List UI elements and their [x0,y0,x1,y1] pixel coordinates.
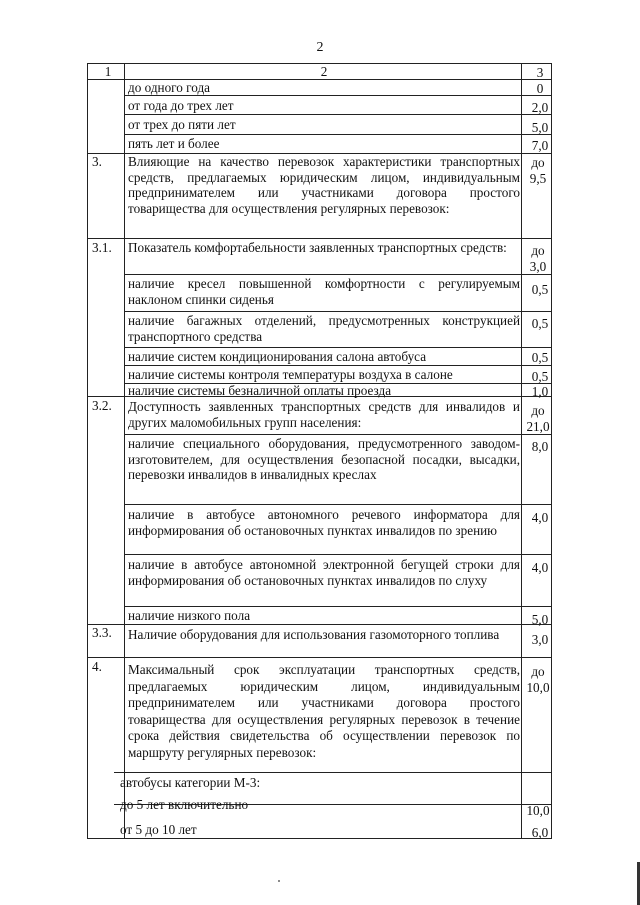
table-row-value: 7,0 [531,138,549,153]
table-row-text: наличие в автобусе автономного речевого информатора для информирования об остановочных пунктах инвалидов по зрению [128,507,520,538]
table-row-number: 3. [92,154,102,169]
table-row-text: от года до трех лет [128,98,234,113]
table-row-text: до одного года [128,80,211,95]
table-row-text: Показатель комфортабельности заявленных транспортных средств: [128,240,507,255]
table-row-value: 4,0 [531,510,549,525]
page-number: 2 [316,40,324,55]
column-divider [124,64,125,838]
table-row-text: автобусы категории М-3: [120,775,261,790]
criteria-table [87,63,552,839]
table-row-text: наличие низкого пола [128,608,251,623]
table-row-value: 0,5 [531,369,549,384]
row-divider [88,624,551,625]
table-row-value: 2,0 [531,100,549,115]
table-row-value: 5,0 [531,120,549,135]
table-row-value: до 21,0 [526,403,550,434]
row-divider [124,504,551,505]
table-row-text: Максимальный срок эксплуатации транспортных средств, предлагаемых юридическим лицом, индивидуальным предпринимателем или участниками договора простого товарищества для осуществления регулярных перевозок в течение срока действия свидетельства об осуществлении перевозок по маршруту регулярных перевозок: [128,662,520,760]
table-row-text: наличие системы контроля температуры воздуха в салоне [128,367,453,382]
table-row-value: 3,0 [531,632,549,647]
row-divider [124,365,551,366]
table-row-value: до 9,5 [529,155,547,186]
table-row-number: 4. [92,659,102,674]
table-row-value: до 10,0 [526,664,550,695]
table-row-value: 4,0 [531,560,549,575]
table-row-text: наличие систем кондиционирования салона автобуса [128,349,427,364]
table-row-text: пять лет и более [128,136,220,151]
row-divider [124,134,551,135]
table-row-text: наличие системы безналичной оплаты проезда [128,383,392,398]
table-row-value: 0,5 [531,316,549,331]
table-row-text: Доступность заявленных транспортных средств для инвалидов и других маломобильных групп населения: [128,399,520,430]
table-row-number: 3.2. [92,398,112,413]
table-row-text: наличие кресел повышенной комфортности с регулируемым наклоном спинки сиденья [128,276,520,307]
row-divider [124,434,551,435]
table-row-text: наличие в автобусе автономной электронной бегущей строки для информирования об остановочных пунктах инвалидов по слуху [128,557,520,588]
table-row-text: наличие багажных отделений, предусмотренных конструкцией транспортного средства [128,313,520,344]
table-row-value: 10,0 [526,803,550,818]
column-divider [521,64,522,838]
table-row-number: 3.3. [92,625,112,640]
table-row-value: 5,0 [531,612,549,627]
table-row-value: 0,5 [531,282,549,297]
table-row-value: 0 [536,81,544,96]
table-row-number: 3.1. [92,240,112,255]
table-row-value: 0,5 [531,350,549,365]
table-row-text: наличие специального оборудования, предусмотренного заводом-изготовителем, для осуществления безопасной посадки, высадки, перевозки инвалидов в инвалидных креслах [128,436,520,483]
table-row-text: Наличие оборудования для использования газомоторного топлива [128,627,500,642]
table-row-text: до 5 лет включительно [120,797,249,812]
table-row-text: от трех до пяти лет [128,117,236,132]
row-divider [114,772,551,773]
row-divider [124,274,551,275]
scan-speck [278,880,280,882]
row-divider [124,311,551,312]
header-col-criteria: 2 [320,64,328,79]
row-divider [88,238,551,239]
header-col-score: 3 [536,65,544,80]
row-divider [88,657,551,658]
table-row-text: от 5 до 10 лет [120,822,197,837]
table-row-value: 1,0 [531,384,549,399]
table-row-text: Влияющие на качество перевозок характеристики транспортных средств, предлагаемых юридическим лицом, индивидуальным предпринимателем или участниками договора простого товарищества для осуществления регулярных перевозок: [128,154,520,216]
row-divider [124,554,551,555]
row-divider [124,606,551,607]
table-row-value: до 3,0 [529,243,547,274]
table-row-value: 6,0 [531,825,549,840]
row-divider [124,114,551,115]
table-row-value: 8,0 [531,439,549,454]
header-col-number: 1 [104,64,112,79]
row-divider [124,347,551,348]
